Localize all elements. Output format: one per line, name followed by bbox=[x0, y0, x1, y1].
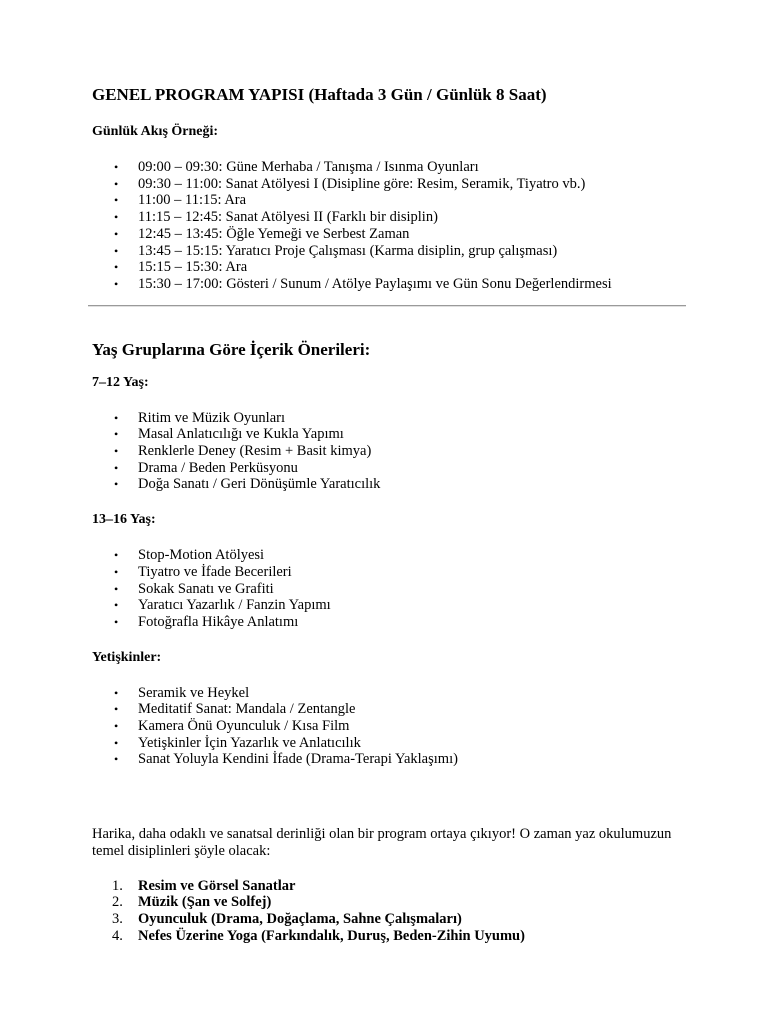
age-groups-section bbox=[92, 339, 682, 769]
age-group-13-16 bbox=[92, 511, 682, 631]
bullet-icon: • bbox=[114, 719, 119, 734]
bullet-icon: • bbox=[114, 276, 119, 291]
list-item: • Ritim ve Müzik Oyunları bbox=[114, 409, 285, 426]
list-item: 1. Resim ve Görsel Sanatlar bbox=[112, 877, 296, 894]
list-number: 3. bbox=[112, 910, 123, 927]
bullet-icon: • bbox=[114, 548, 119, 563]
list-item: 2. Müzik (Şan ve Solfej) bbox=[112, 894, 272, 911]
bullet-icon: • bbox=[114, 444, 119, 459]
bullet-icon: • bbox=[114, 702, 119, 717]
closing-paragraph: Harika, daha odaklı ve sanatsal derinliği olan bir program ortaya çıkıyor! O zaman yaz okulumuzun temel disiplinleri şöyle olacak: bbox=[92, 826, 672, 859]
list-item: • Seramik ve Heykel bbox=[114, 684, 250, 701]
age-group-list bbox=[92, 410, 682, 494]
list-item: • Stop-Motion Atölyesi bbox=[114, 547, 265, 564]
daily-flow-list bbox=[92, 159, 682, 293]
list-item: • Sokak Sanatı ve Grafiti bbox=[114, 580, 274, 597]
bullet-icon: • bbox=[114, 685, 119, 700]
list-item: 4. Nefes Üzerine Yoga (Farkındalık, Duruş, Beden-Zihin Uyumu) bbox=[112, 927, 525, 944]
list-item: • Masal Anlatıcılığı ve Kukla Yapımı bbox=[114, 426, 344, 443]
list-item: • Doğa Sanatı / Geri Dönüşümle Yaratıcılık bbox=[114, 476, 381, 493]
age-group-label: Yetişkinler: bbox=[92, 649, 162, 665]
bullet-icon: • bbox=[114, 226, 119, 241]
list-item: • Renklerle Deney (Resim + Basit kimya) bbox=[114, 443, 372, 460]
age-group-adults bbox=[92, 649, 682, 769]
bullet-icon: • bbox=[114, 210, 119, 225]
bullet-icon: • bbox=[114, 564, 119, 579]
program-section bbox=[92, 84, 682, 293]
disciplines-list bbox=[92, 878, 682, 945]
age-group-7-12 bbox=[92, 374, 682, 494]
bullet-icon: • bbox=[114, 752, 119, 767]
list-item: • Meditatif Sanat: Mandala / Zentangle bbox=[114, 701, 356, 718]
bullet-icon: • bbox=[114, 160, 119, 174]
list-item: • 15:15 – 15:30: Ara bbox=[114, 259, 248, 276]
list-item: • Drama / Beden Perküsyonu bbox=[114, 459, 298, 476]
list-item: • 11:15 – 12:45: Sanat Atölyesi II (Farklı bir disiplin) bbox=[114, 209, 438, 226]
list-item: • 12:45 – 13:45: Öğle Yemeği ve Serbest Zaman bbox=[114, 225, 410, 242]
list-item: • 09:30 – 11:00: Sanat Atölyesi I (Disipline göre: Resim, Seramik, Tiyatro vb.) bbox=[114, 175, 586, 192]
list-item: • 11:00 – 11:15: Ara bbox=[114, 192, 247, 209]
list-item: • 09:00 – 09:30: Güne Merhaba / Tanışma / Isınma Oyunları bbox=[114, 159, 479, 175]
bullet-icon: • bbox=[114, 176, 119, 191]
list-number: 2. bbox=[112, 894, 123, 911]
age-group-list bbox=[92, 685, 682, 769]
daily-flow-label: Günlük Akış Örneği: bbox=[92, 124, 219, 139]
bullet-icon: • bbox=[114, 243, 119, 258]
program-title: GENEL PROGRAM YAPISI (Haftada 3 Gün / Günlük 8 Saat) bbox=[92, 85, 547, 104]
age-group-list bbox=[92, 547, 682, 631]
bullet-icon: • bbox=[114, 598, 119, 613]
list-item: • Yetişkinler İçin Yazarlık ve Anlatıcılık bbox=[114, 734, 361, 751]
list-item: • 15:30 – 17:00: Gösteri / Sunum / Atölye Paylaşımı ve Gün Sonu Değerlendirmesi bbox=[114, 275, 612, 292]
closing-section bbox=[92, 826, 682, 944]
list-item: • 13:45 – 15:15: Yaratıcı Proje Çalışması (Karma disiplin, grup çalışması) bbox=[114, 242, 558, 259]
list-item: • Kamera Önü Oyunculuk / Kısa Film bbox=[114, 718, 350, 735]
bullet-icon: • bbox=[114, 581, 119, 596]
bullet-icon: • bbox=[114, 460, 119, 475]
list-item: • Fotoğrafla Hikâye Anlatımı bbox=[114, 613, 299, 630]
document-page bbox=[92, 84, 682, 944]
list-number: 1. bbox=[112, 877, 123, 894]
age-group-label: 13–16 Yaş: bbox=[92, 512, 156, 528]
list-item: • Tiyatro ve İfade Becerileri bbox=[114, 563, 292, 580]
list-item: • Sanat Yoluyla Kendini İfade (Drama-Terapi Yaklaşımı) bbox=[114, 751, 458, 768]
bullet-icon: • bbox=[114, 735, 119, 750]
bullet-icon: • bbox=[114, 193, 119, 208]
list-number: 4. bbox=[112, 927, 123, 944]
bullet-icon: • bbox=[114, 427, 119, 442]
bullet-icon: • bbox=[114, 410, 119, 425]
bullet-icon: • bbox=[114, 477, 119, 492]
age-groups-title: Yaş Gruplarına Göre İçerik Önerileri: bbox=[92, 339, 371, 359]
list-item: • Yaratıcı Yazarlık / Fanzin Yapımı bbox=[114, 597, 331, 614]
bullet-icon: • bbox=[114, 614, 119, 629]
section-divider bbox=[88, 305, 686, 307]
age-group-label: 7–12 Yaş: bbox=[92, 374, 149, 390]
bullet-icon: • bbox=[114, 260, 119, 275]
list-item: 3. Oyunculuk (Drama, Doğaçlama, Sahne Çalışmaları) bbox=[112, 910, 462, 927]
